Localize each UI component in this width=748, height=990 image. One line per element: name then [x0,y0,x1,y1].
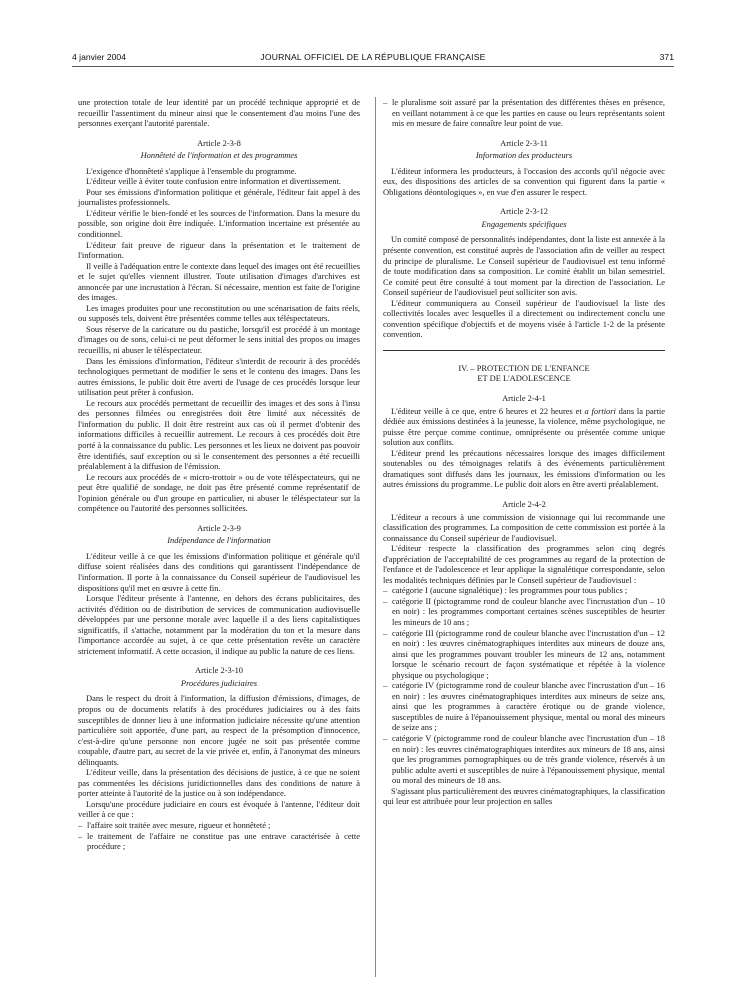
article-subtitle: Honnêteté de l'information et des programmes [140,150,298,161]
section-heading-line: ET DE L'ADOLESCENCE [477,373,571,384]
article-title: Article 2-3-11 [500,137,548,148]
header-page-number: 371 [659,52,674,62]
header-rule [72,66,674,67]
list-item: – l'affaire soit traitée avec mesure, rigueur et honnêteté ; [78,820,271,830]
left-column [78,97,360,852]
list-item: – catégorie V (pictogramme rond de couleur blanche avec l'incrustation d'un – 18 en noir) : les œuvres cinématographiques interdites aux mineurs de 18 ans, ainsi que les programmes pornographiques ou de très grande violence, réservés à un public adulte averti et susceptibles de nuire à l'épanouissement physique, mental ou moral des mineurs de 18 ans. [383,732,665,786]
article-subtitle: Procédures judiciaires [180,677,258,688]
article-title: Article 2-3-9 [197,522,241,533]
paragraph: L'éditeur veille, dans la présentation des décisions de justice, à ce que ne soient pas commentées les décisions juridictionnelles dans des conditions de nature à porter atteinte à l'autorité de la justice ou à son indépendance. [78,767,360,799]
list-item: – catégorie III (pictogramme rond de couleur blanche avec l'incrustation d'un – 12 en noir) : les œuvres cinématographiques interdites aux mineurs de douze ans, ainsi que les programmes pouvant troubler les mineurs de 12 ans, notamment lorsque le scénario recourt de façon systématique et répétée à la violence physique ou psychologique ; [383,627,665,680]
paragraph [383,406,665,448]
list-item-text: le traitement de l'affaire ne constitue pas une entrave caractérisée à cette procédure ; [87,830,360,852]
list-item-text: catégorie V (pictogramme rond de couleur blanche avec l'incrustation d'un – 18 en noir) : les œuvres cinématographiques interdites aux mineurs de 18 ans, ainsi que les programmes pornographiques ou de très grande violence, réservés à un public adulte averti et susceptibles de nuire à l'épanouissement physique, mental ou moral des mineurs de 18 ans. [392,732,665,786]
list-item-text: l'affaire soit traitée avec mesure, rigueur et honnêteté ; [87,820,271,830]
text-run: dans la partie dédiée aux émissions destinées à la jeunesse, la violence, même psychologique, ne puisse être perçue comme continue, omniprésente ou présentée comme unique solution aux conflits. [383,405,665,448]
paragraph: Lorsque l'éditeur présente à l'antenne, en dehors des écrans publicitaires, des activités d'édition ou de distribution de services de communication audiovisuelle développées par une personne morale avec laquelle il a des liens capitalistiques significatifs, il s'attache, notamment par la modération du ton et la mesure dans l'importance accordée au sujet, à ce que cette présentation revête un caractère strictement informatif. A cette occasion, il indique au public la nature de ces liens. [78,593,360,656]
article-subtitle: Information des producteurs [475,150,573,161]
paragraph: L'éditeur respecte la classification des programmes selon cinq degrés d'appréciation de l'acceptabilité de ces programmes au regard de la protection de l'enfance et de l'adolescence et leur applique la signalétique correspondante, selon les modalités techniques définies par le Conseil supérieur de l'audiovisuel : [383,543,665,585]
text-run: L'éditeur veille à ce que, entre 6 heures et 22 heures et [391,405,585,416]
paragraph: Pour ses émissions d'information politique et générale, l'éditeur fait appel à des journalistes professionnels. [78,186,360,208]
list-item-text: catégorie III (pictogramme rond de couleur blanche avec l'incrustation d'un – 12 en noir) : les œuvres cinématographiques interdites aux mineurs de douze ans, ainsi que les programmes pouvant troubler les mineurs de 12 ans, notamment lorsque le scénario recourt de façon systématique et répétée à la violence physique ou psychologique ; [392,627,665,680]
article-title: Article 2-3-8 [197,137,241,148]
list-item: – le pluralisme soit assuré par la présentation des différentes thèses en présence, en veillant notamment à ce que les parties en cause ou leurs représentants soient mis en mesure de faire connaître leur point de vue. [383,97,665,129]
paragraph: Le recours aux procédés permettant de recueillir des images et des sons à l'insu des personnes filmées ou enregistrées doit être limité aux nécessités de l'information du public. Il doit être restreint aux cas où il permet d'obtenir des informations difficiles à recueillir autrement. Le recours à ces procédés doit être porté à la connaissance du public. Les personnes et les lieux ne doivent pas pouvoir être identifiés, sauf exception ou si le consentement des personnes a été recueilli préalablement à la diffusion de l'émission. [78,397,360,472]
paragraph: L'éditeur a recours à une commission de visionnage qui lui recommande une classification des programmes. La composition de cette commission est portée à la connaissance du Conseil supérieur de l'audiovisuel. [383,511,665,543]
right-column [383,97,665,807]
article-subtitle: Engagements spécifiques [481,218,567,229]
paragraph: L'éditeur veille à éviter toute confusion entre information et divertissement. [86,176,342,187]
paragraph: Dans les émissions d'information, l'éditeur s'interdit de recourir à des procédés technologiques permettant de modifier le sens et le contenu des images. Dans les autres émissions, le public doit être averti de l'usage de ces procédés lorsque leur utilisation peut prêter à confusion. [78,355,360,398]
paragraph: Sous réserve de la caricature ou du pastiche, lorsqu'il est procédé à un montage d'images ou de sons, celui-ci ne peut déformer le sens initial des propos ou images recueillis, ni abuser le téléspectateur. [78,323,360,356]
paragraph: L'éditeur vérifie le bien-fondé et les sources de l'information. Dans la mesure du possible, son origine doit être indiquée. L'information incertaine est présentée au conditionnel. [78,207,360,240]
header-date: 4 janvier 2004 [72,52,126,62]
paragraph: Dans le respect du droit à l'information, la diffusion d'émissions, d'images, de propos ou de documents relatifs à des procédures judiciaires ou à des faits susceptibles de donner lieu à une information judiciaire nécessite qu'une attention particulière soit apportée, d'une part, au respect de la présomption d'innocence, c'est-à-dire qu'une personne non encore jugée ne soit pas présentée comme coupable, d'autre part, au secret de la vie privée et, enfin, à l'anonymat des mineurs délinquants. [78,693,360,767]
article-title: Article 2-4-1 [502,393,546,404]
paragraph: Il veille à l'adéquation entre le contexte dans lequel des images ont été recueillies et le sujet qu'elles viennent illustrer. Toute utilisation d'images d'archives est annoncée par une incrustation à l'écran. Si nécessaire, mention est faite de l'origine des images. [78,260,360,303]
paragraph: L'éditeur informera les producteurs, à l'occasion des accords qu'il négocie avec eux, des dispositions des articles de sa convention qui figurent dans la partie « Obligations déontologiques », en vue d'en assurer le respect. [383,165,665,197]
list-item-text: catégorie I (aucune signalétique) : les programmes pour tous publics ; [392,585,628,596]
paragraph: L'éditeur prend les précautions nécessaires lorsque des images difficilement soutenables ou des témoignages relatifs à des événements particulièrement dramatiques sont diffusés dans les journaux, les émissions d'information ou les autres émissions du programme. Le public doit alors en être averti préalablement. [383,447,665,490]
paragraph: L'éditeur communiquera au Conseil supérieur de l'audiovisuel la liste des collectivités locales avec lesquelles il a directement ou indirectement conclu une convention spécifique d'objectifs et de moyens visée à l'article 1-2 de la présente convention. [383,297,665,340]
paragraph: Les images produites pour une reconstitution ou une scénarisation de faits réels, ou supposés tels, doivent être présentées comme telles aux téléspectateurs. [78,302,360,324]
running-header [72,52,674,66]
article-subtitle: Indépendance de l'information [167,535,271,546]
paragraph: Un comité composé de personnalités indépendantes, dont la liste est annexée à la présente convention, est constitué auprès de l'association afin de veiller au respect du principe de pluralisme. Le Conseil supérieur de l'audiovisuel est tenu informé de toute modification dans sa composition. Le comité établit un bilan semestriel. Ce comité peut être consulté à tout moment par la direction de l'association. Le Conseil supérieur de l'audiovisuel peut solliciter son avis. [383,234,665,298]
list-item: – catégorie I (aucune signalétique) : les programmes pour tous publics ; [383,585,628,596]
list-item-text: le pluralisme soit assuré par la présentation des différentes thèses en présence, en veillant notamment à ce que les parties en cause ou leurs représentants soient mis en mesure de faire connaître leur point de vue. [392,97,665,129]
paragraph: L'éditeur veille à ce que les émissions d'information politique et générale qu'il diffuse soient réalisées dans des conditions qui garantissent l'indépendance de l'information. Il porte à la connaissance du Conseil supérieur de l'audiovisuel les dispositions qu'il met en œuvre à cette fin. [78,550,360,593]
list-item-text: catégorie IV (pictogramme rond de couleur blanche avec l'incrustation d'un – 16 en noir) : les œuvres cinématographiques interdites aux mineurs de seize ans, ainsi que les programmes à caractère érotique ou de grande violence, susceptibles de nuire à l'épanouissement physique, mental ou moral des mineurs de seize ans ; [392,680,665,733]
intro-paragraph: une protection totale de leur identité par un procédé technique approprié et de recueillir l'assentiment du mineur ainsi que le consentement d'au moins l'une des personnes exerçant l'autorité parentale. [78,97,360,129]
paragraph: S'agissant plus particulièrement des œuvres cinématographiques, la classification qui leur est attribuée pour leur projection en salles [383,785,665,807]
list-item: – catégorie IV (pictogramme rond de couleur blanche avec l'incrustation d'un – 16 en noir) : les œuvres cinématographiques interdites aux mineurs de seize ans, ainsi que les programmes à caractère érotique ou de grande violence, susceptibles de nuire à l'épanouissement physique, mental ou moral des mineurs de seize ans ; [383,680,665,733]
section-heading [383,350,665,384]
paragraph: Le recours aux procédés de « micro-trottoir » ou de vote téléspectateurs, qui ne peut être qualifié de sondage, ne doit pas être présenté comme représentatif de l'opinion générale ou d'un groupe en particulier, ni abuser le téléspectateur sur la compétence ou l'autorité des personnes sollicitées. [78,471,360,514]
paragraph: L'éditeur fait preuve de rigueur dans la présentation et le traitement de l'information. [78,239,360,261]
list-item: – le traitement de l'affaire ne constitue pas une entrave caractérisée à cette procédure ; [78,830,360,852]
column-separator [375,97,376,977]
list-item: – catégorie II (pictogramme rond de couleur blanche avec l'incrustation d'un – 10 en noir) : les programmes comportant certaines scènes susceptibles de heurter les mineurs de 10 ans ; [383,595,665,627]
article-title: Article 2-3-10 [194,665,244,676]
list-item-text: catégorie II (pictogramme rond de couleur blanche avec l'incrustation d'un – 10 en noir) : les programmes comportant certaines scènes susceptibles de heurter les mineurs de 10 ans ; [392,595,665,627]
paragraph: L'exigence d'honnêteté s'applique à l'ensemble du programme. [86,165,297,176]
article-title: Article 2-3-12 [499,206,549,217]
italic-text: a fortiori [584,405,616,416]
paragraph: Lorsqu'une procédure judiciaire en cours est évoquée à l'antenne, l'éditeur doit veiller à ce que : [78,798,360,820]
header-journal-title: JOURNAL OFFICIEL DE LA RÉPUBLIQUE FRANÇAISE [260,52,486,62]
article-title: Article 2-4-2 [502,498,546,509]
section-heading-line: IV. – PROTECTION DE L'ENFANCE [458,362,590,373]
